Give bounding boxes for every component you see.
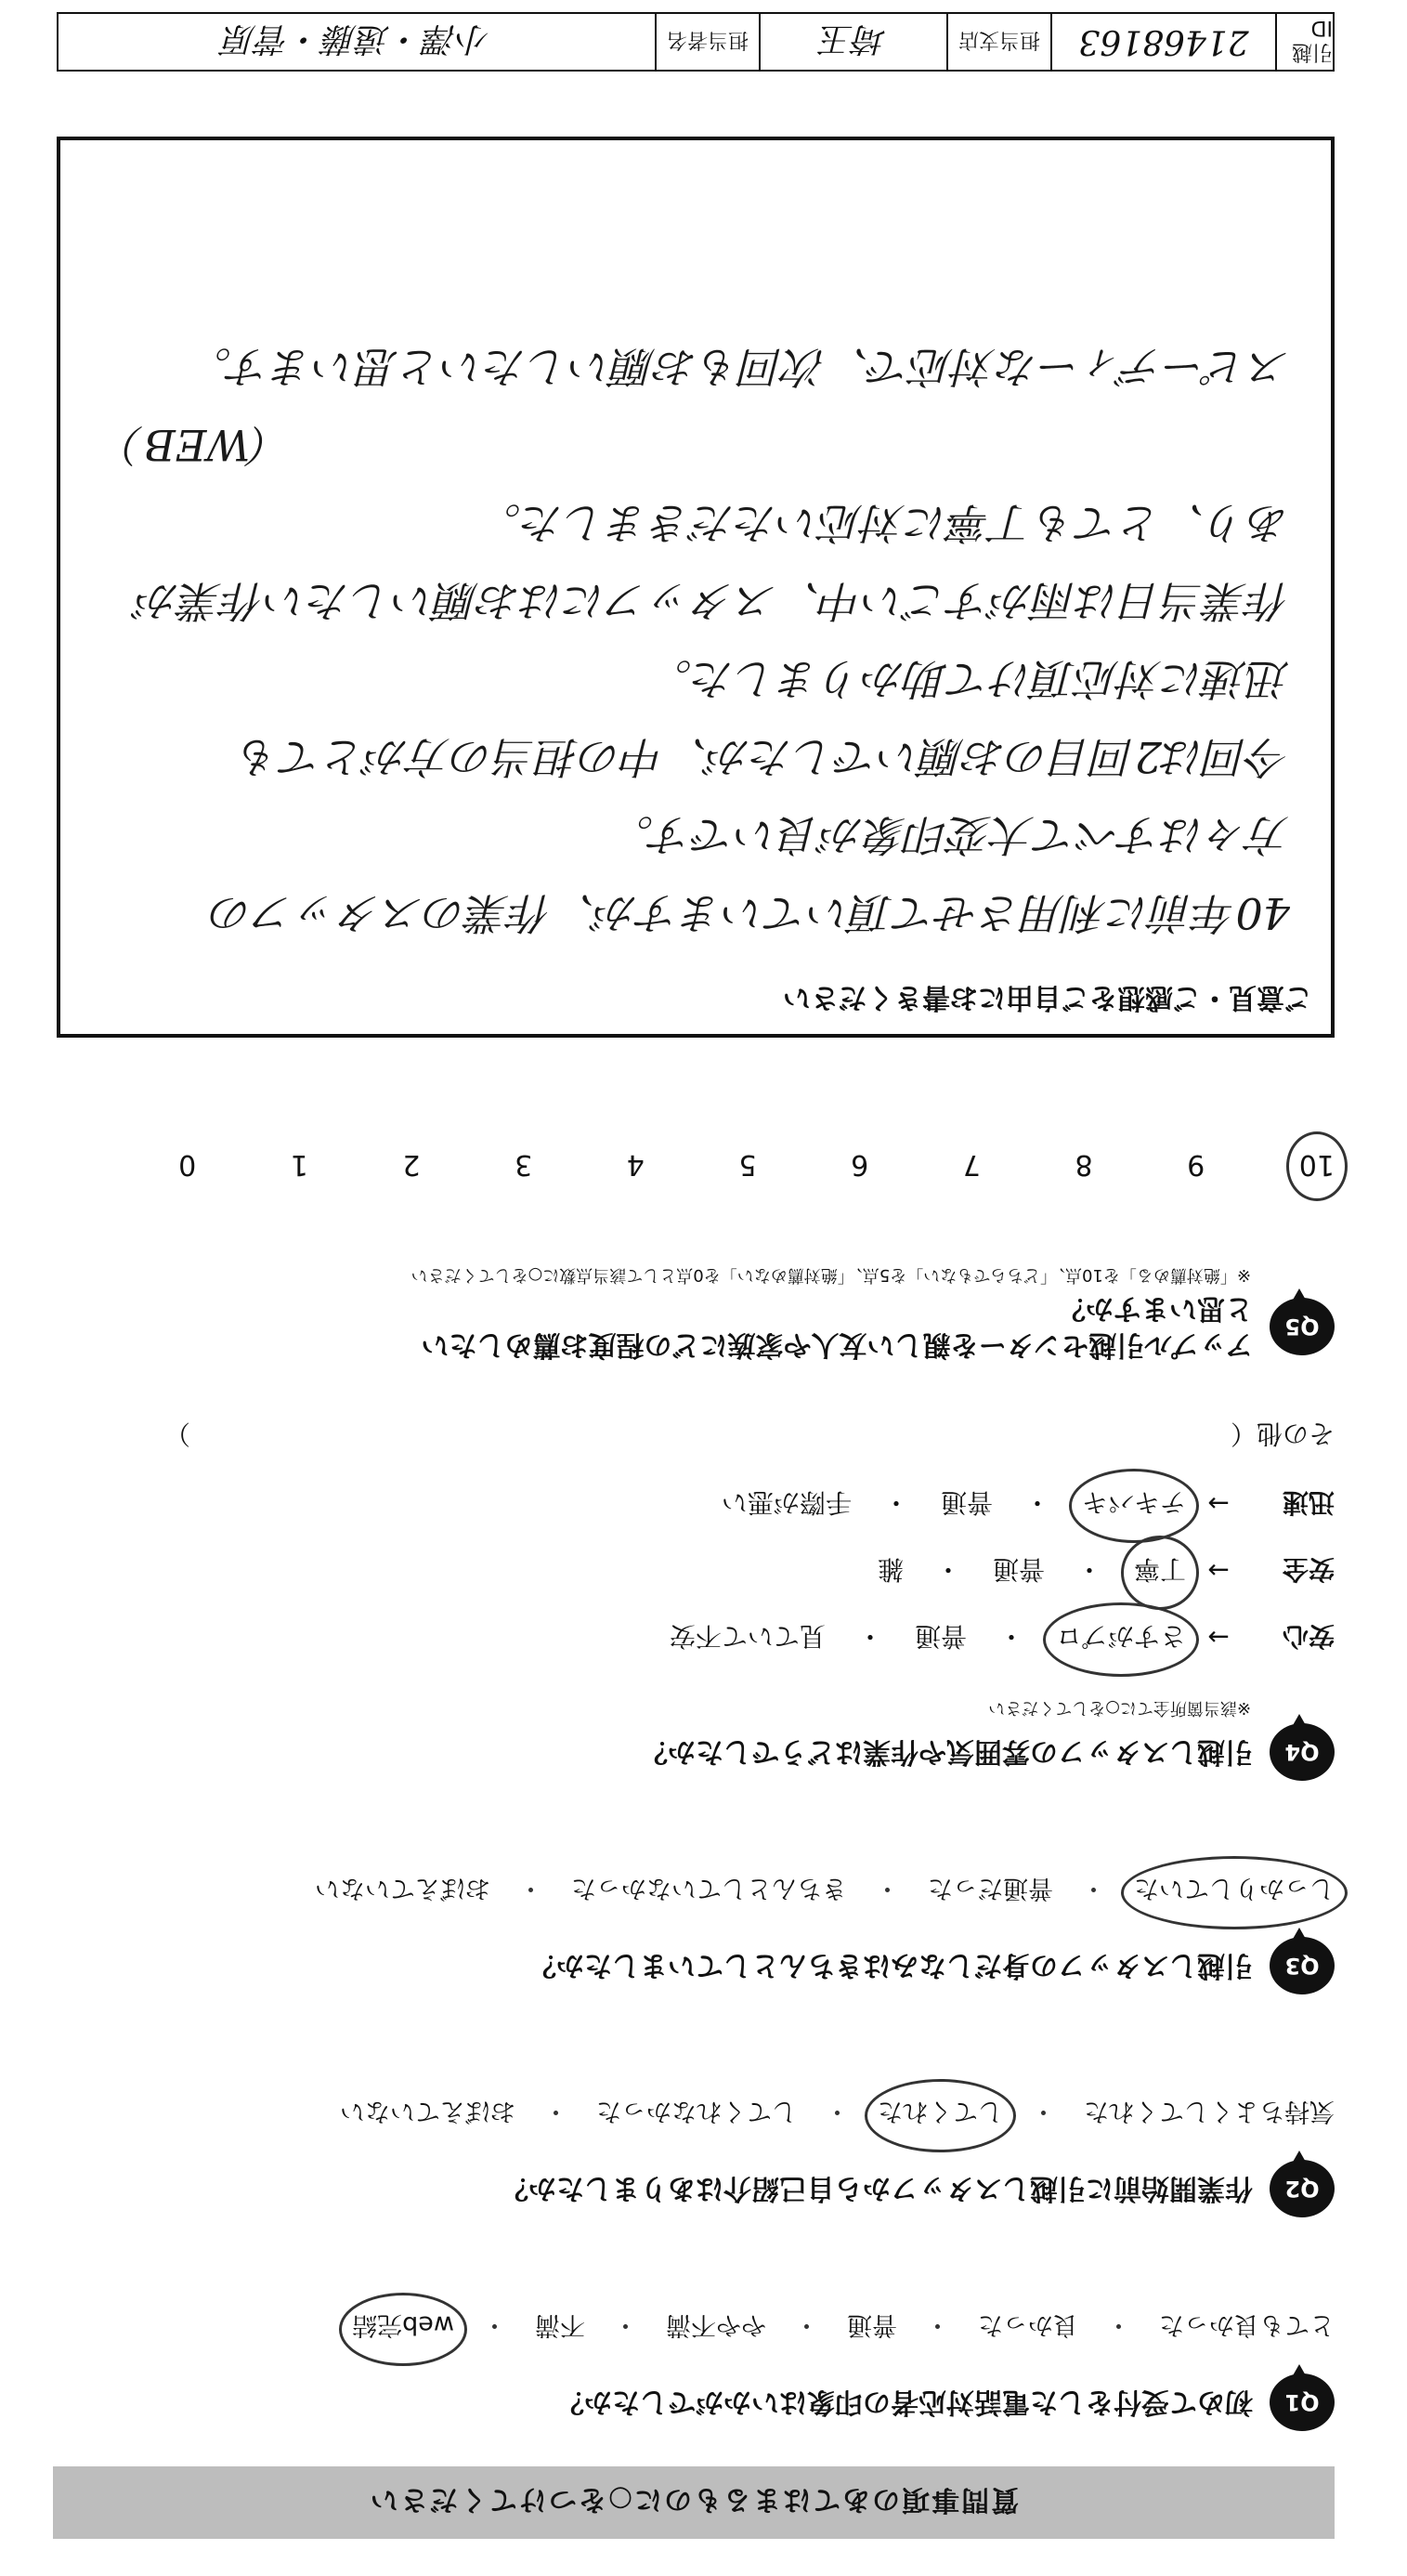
comment-line: 方々はすべて大変印象が良いです。 — [610, 810, 1290, 860]
q4-other — [53, 1417, 1335, 1454]
q4-row-label: 安全 — [1282, 1554, 1335, 1585]
comment-title: ご意見・ご感想をご自由にお書きください — [783, 981, 1312, 1013]
scale-value[interactable]: 7 — [962, 1148, 981, 1181]
q2-options: 気持ちよくしてくれた ・ してくれた ・ してくれなかった ・ おぼえていない — [53, 2096, 1335, 2132]
q1-option[interactable]: やや不満 — [666, 2310, 766, 2339]
scale-value[interactable]: 0 — [178, 1148, 197, 1181]
q4-option[interactable]: 普通 — [992, 1554, 1045, 1585]
branch-value: 埼玉 — [759, 14, 946, 70]
id-label: 引越ID — [1275, 14, 1333, 70]
q4-other-close: ） — [164, 1419, 191, 1449]
q1-badge: Q1 — [1270, 2373, 1335, 2431]
id-value: 21468163 — [1050, 14, 1275, 70]
q2-text: 作業開始前に引越しスタッフから自己紹介はありましたか？ — [501, 2172, 1253, 2205]
question-1 — [53, 2309, 1335, 2431]
scale-value[interactable]: 8 — [1075, 1148, 1093, 1181]
q4-row-label: 安心 — [1282, 1621, 1335, 1652]
comment-line: 迅速に対応頂けて助かりました。 — [649, 654, 1290, 704]
q1-option[interactable]: 普通 — [847, 2310, 897, 2339]
q3-badge: Q3 — [1270, 1937, 1335, 1994]
q2-option[interactable]: おぼえていない — [340, 2097, 515, 2125]
scale-value[interactable]: 2 — [402, 1148, 421, 1181]
q5-badge: Q5 — [1270, 1298, 1335, 1355]
comment-line: 今回は2回目のお願いでしたが、中の担当の方がとても — [237, 732, 1290, 782]
q2-badge: Q2 — [1270, 2160, 1335, 2217]
q4-row-jinsoku: 迅速 → テキパキ ・ 普通 ・ 手際が悪い — [53, 1471, 1335, 1537]
q5-text: アップル引越センターを親しい友人や家族にどの程度お薦めしたいと思いますか？ — [421, 1292, 1253, 1361]
q1-option-selected[interactable]: web完結 — [352, 2309, 454, 2346]
q3-option-selected[interactable]: しっかりしていた — [1134, 1873, 1335, 1909]
scale-value[interactable]: 1 — [290, 1148, 308, 1181]
q4-rows — [53, 1471, 1335, 1671]
instruction-banner: 質問事項のあてはまるものに○をつけてください — [53, 2466, 1335, 2539]
q4-text: 引越しスタッフの雰囲気や作業はどうでしたか？ — [640, 1735, 1253, 1769]
staff-value: 小澤・遠藤・菅原 — [223, 20, 491, 59]
branch-label: 担当支店 — [946, 14, 1050, 70]
question-2 — [53, 2096, 1335, 2217]
q1-options: とても良かった ・ 良かった ・ 普通 ・ やや不満 ・ 不満 ・ web完結 — [53, 2309, 1335, 2346]
q4-option[interactable]: 普通 — [940, 1487, 993, 1518]
handwritten-comment — [60, 313, 1331, 967]
comment-line: （WEB） — [101, 420, 293, 470]
q3-option[interactable]: きちんとしていなかった — [571, 1874, 847, 1903]
q4-row-anshin: 安心 → さすがプロ ・ 普通 ・ 見ていて不安 — [53, 1604, 1335, 1671]
q1-option[interactable]: 良かった — [978, 2310, 1078, 2339]
q1-option[interactable]: とても良かった — [1159, 2310, 1335, 2339]
q2-option[interactable]: 気持ちよくしてくれた — [1084, 2097, 1335, 2125]
arrow-icon: → — [1207, 1555, 1230, 1587]
q5-scale — [178, 1148, 1335, 1181]
q5-note: ※「絶対薦める」を10点、「どちらでもない」を5点、「絶対薦めない」を0点として該当点数に○をしてください — [410, 1265, 1251, 1285]
scale-value[interactable]: 9 — [1187, 1148, 1205, 1181]
q4-option-selected[interactable]: さすがプロ — [1056, 1619, 1186, 1656]
scale-value-selected[interactable]: 10 — [1298, 1148, 1335, 1181]
q3-option[interactable]: 普通だった — [928, 1874, 1053, 1903]
question-4 — [53, 1417, 1335, 1781]
id-table — [57, 12, 1335, 72]
q2-option-selected[interactable]: してくれた — [878, 2096, 1003, 2132]
q4-option[interactable]: 見ていて不安 — [669, 1621, 826, 1652]
scale-value[interactable]: 6 — [851, 1148, 869, 1181]
q4-note: ※該当箇所全てに○をしてください — [988, 1698, 1251, 1718]
comment-line: あり、とても丁寧に対応いただきました。 — [478, 498, 1290, 548]
q4-other-field[interactable] — [209, 1417, 1212, 1454]
q1-option[interactable]: 不満 — [535, 2310, 585, 2339]
q4-option-selected[interactable]: 丁寧 — [1134, 1552, 1186, 1589]
question-3 — [53, 1873, 1335, 1994]
q4-row-anzen: 安全 → 丁寧 ・ 普通 ・ 雑 — [53, 1537, 1335, 1604]
q4-option[interactable]: 手際が悪い — [721, 1487, 852, 1518]
comment-box[interactable] — [57, 137, 1335, 1038]
scale-value[interactable]: 4 — [626, 1148, 645, 1181]
q4-other-label: その他（ — [1230, 1419, 1335, 1449]
q3-text: 引越しスタッフの身だしなみはきちんとしていましたか？ — [528, 1949, 1253, 1982]
comment-line: スピーディーな対応で、次回もお願いしたいと思います。 — [189, 342, 1290, 392]
question-5 — [53, 1148, 1335, 1363]
scale-value[interactable]: 3 — [515, 1148, 533, 1181]
arrow-icon: → — [1207, 1488, 1230, 1520]
staff-label: 担当者名 — [655, 14, 759, 70]
q4-option-selected[interactable]: テキパキ — [1082, 1485, 1186, 1523]
q3-option[interactable]: おぼえていない — [315, 1874, 490, 1903]
scale-value[interactable]: 5 — [738, 1148, 757, 1181]
q2-option[interactable]: してくれなかった — [596, 2097, 797, 2125]
q3-options: しっかりしていた ・ 普通だった ・ きちんとしていなかった ・ おぼえていない — [53, 1873, 1335, 1909]
comment-line: 作業当日は雨がすごい中、スタッフにはお願いしたい作業が — [137, 576, 1290, 626]
q4-option[interactable]: 普通 — [914, 1621, 967, 1652]
q4-option[interactable]: 雑 — [877, 1554, 904, 1585]
arrow-icon: → — [1207, 1622, 1230, 1654]
q4-badge: Q4 — [1270, 1723, 1335, 1781]
q4-row-label: 迅速 — [1282, 1487, 1335, 1518]
survey-sheet — [53, 11, 1335, 2570]
q1-text: 初めて受付をした電話対応者の印象はいかがでしたか？ — [556, 2386, 1253, 2419]
comment-line: 40年前に利用させて頂いていますが、作業のスタッフの — [210, 888, 1290, 938]
